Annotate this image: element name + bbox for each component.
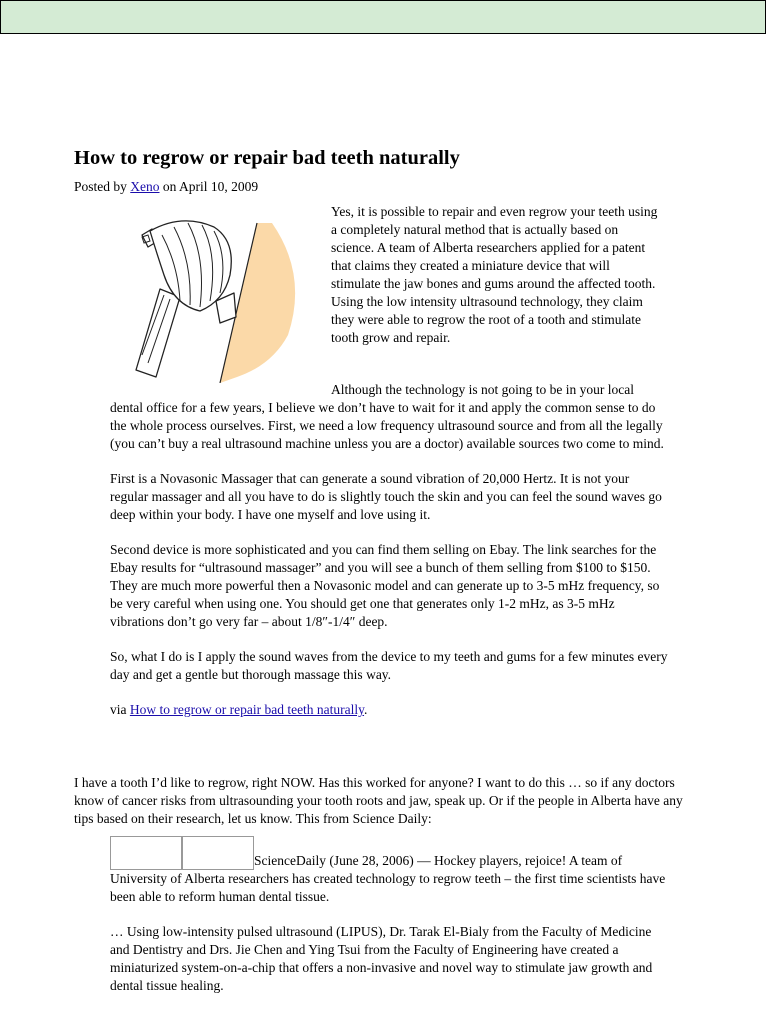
- via-source-link[interactable]: How to regrow or repair bad teeth naturally: [129, 702, 365, 717]
- author-link[interactable]: Xeno: [130, 179, 160, 194]
- posted-by-label: Posted by: [74, 179, 131, 194]
- science-daily-paragraph-2: … Using low-intensity pulsed ultrasound (LIPUS), Dr. Tarak El-Bialy from the Faculty of Medicine and Dentistry and Drs. Jie Chen and Ying Tsui from the Faculty of Engineering have created a miniaturized system-on-a-chip that offers a non-invasive and novel way to stimulate jaw growth and dental tissue healing.: [110, 924, 653, 993]
- via-prefix: via: [110, 702, 130, 717]
- broken-image-icon: [182, 836, 254, 870]
- top-banner: [0, 0, 766, 34]
- post-title: How to regrow or repair bad teeth naturally: [74, 147, 460, 169]
- quote-paragraph-1: Although the technology is not going to be in your local dental office for a few years, I believe we don’t have to wait for it and apply the common sense to do the whole process ourselves. First, we need a low frequency ultrasound source and from all the legally (you can’t buy a real ultrasound machine unless you are a doctor) available sources two come to mind.: [110, 382, 664, 451]
- via-line: [110, 701, 670, 719]
- quoted-article: [110, 381, 670, 736]
- quote-paragraph-4: So, what I do is I apply the sound waves from the device to my teeth and gums for a few minutes every day and get a gentle but thorough massage this way.: [110, 649, 668, 682]
- quote-paragraph-2: First is a Novasonic Massager that can generate a sound vibration of 20,000 Hertz. It is not your regular massager and all you have to do is slightly touch the skin and you can feel the sound waves go deep within your body. I have one myself and love using it.: [110, 471, 662, 522]
- intro-paragraph: Yes, it is possible to repair and even regrow your teeth using a completely natural method that is actually based on science. A team of Alberta researchers applied for a patent that claims they created a miniature device that will stimulate the jaw bones and gums around the affected tooth. Using the low intensity ultrasound technology, they claim they were able to regrow the root of a tooth and stimulate tooth grow and repair.: [331, 204, 658, 345]
- via-suffix: .: [364, 702, 368, 717]
- post-meta: [74, 178, 258, 196]
- science-daily-quote: [110, 836, 670, 1012]
- broken-image-icon: [110, 836, 182, 870]
- author-comment: I have a tooth I’d like to regrow, right NOW. Has this worked for anyone? I want to do this … so if any doctors know of cancer risks from ultrasounding your tooth roots and jaw, speak up. Or if the people in Alberta have any tips based on their research, let us know. This from Science Daily:: [74, 775, 683, 826]
- ultrasound-massager-illustration-icon: [112, 205, 298, 383]
- quote-paragraph-3: Second device is more sophisticated and you can find them selling on Ebay. The link searches for the Ebay results for “ultrasound massager” and you will see a bunch of them selling from $100 to $150. They are much more powerful then a Novasonic model and can generate up to 3-5 mHz frequency, so be very careful when using one. You should get one that generates only 1-2 mHz, as 3-5 mHz vibrations don’t go very far – about 1/8″-1/4″ deep.: [110, 542, 660, 629]
- science-daily-paragraph-1: [110, 836, 670, 906]
- science-daily-text-1: ScienceDaily (June 28, 2006) — Hockey players, rejoice! A team of University of Alberta researchers has created technology to regrow teeth – the first time scientists have been able to reform human dental tissue.: [110, 853, 666, 904]
- post-date: on April 10, 2009: [159, 179, 259, 194]
